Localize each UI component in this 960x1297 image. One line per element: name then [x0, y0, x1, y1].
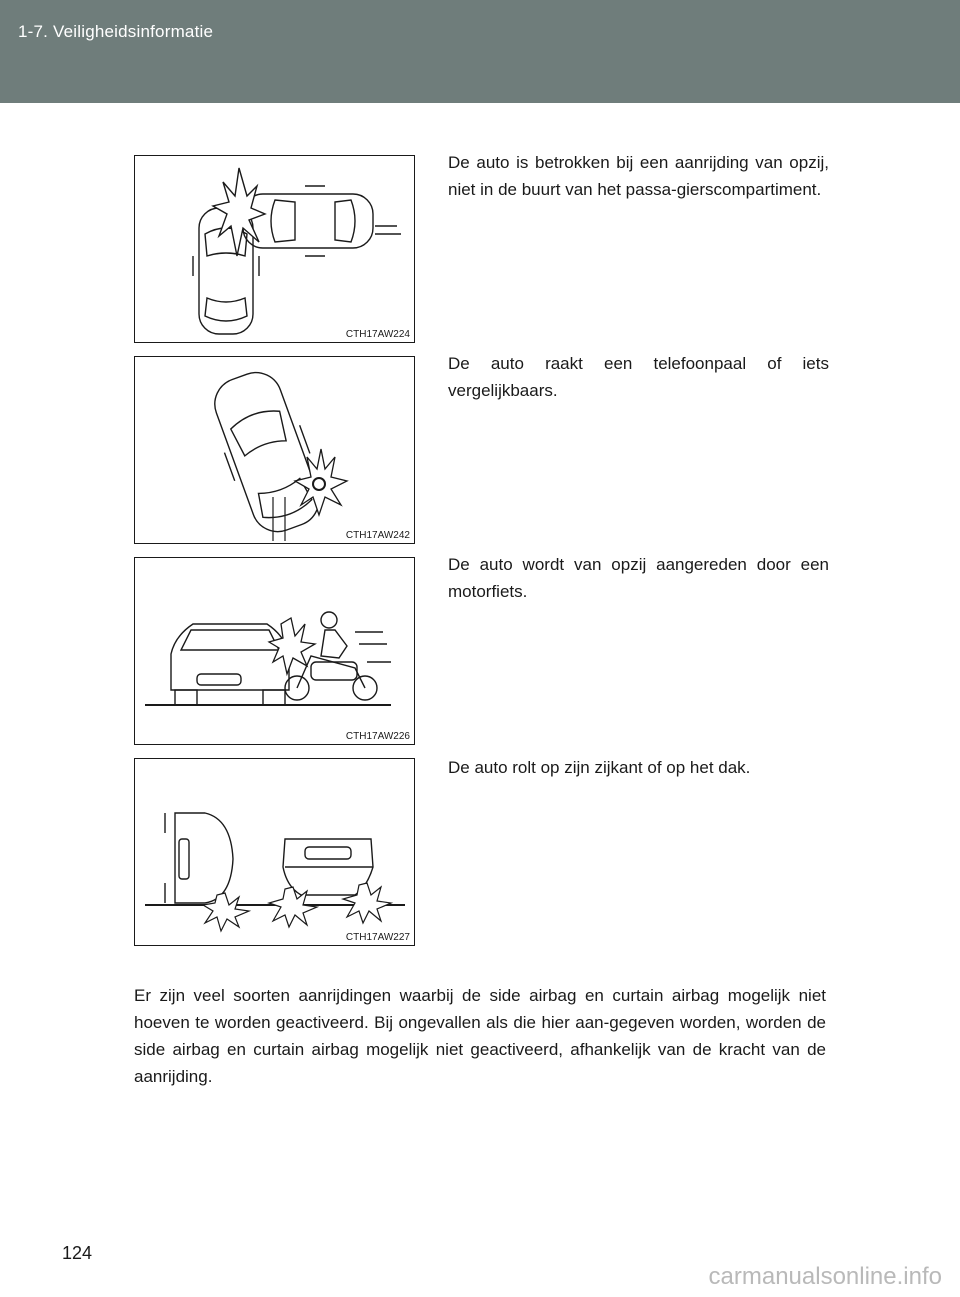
figure-side-collision — [134, 155, 415, 343]
impact-star-icon — [203, 893, 249, 931]
pole-icon — [313, 478, 325, 490]
figure-pole-impact — [134, 356, 415, 544]
body-paragraph: Er zijn veel soorten aanrijdingen waarbij de side airbag en curtain airbag mogelijk niet hoeven te worden geactiveerd. Bij ongevallen als die hier aan-gegeven worden, worden de side airbag en curtain airbag mogelijk niet geactiveerd, afhankelijk van de kracht van de aanrijding. — [134, 986, 826, 1086]
figure-rollover — [134, 758, 415, 946]
figure-description: De auto rolt op zijn zijkant of op het dak. — [448, 758, 751, 777]
impact-star-icon — [343, 883, 391, 923]
car-on-side — [175, 813, 233, 903]
page-header — [0, 0, 960, 103]
figure-description: De auto wordt van opzij aangereden door een motorfiets. — [448, 555, 829, 601]
figure-code: CTH17AW242 — [345, 530, 410, 541]
watermark: carmanualsonline.info — [708, 1263, 942, 1290]
impact-star-icon — [213, 168, 265, 256]
side-collision-illustration — [135, 156, 414, 342]
figure-code: CTH17AW227 — [345, 932, 410, 943]
figure-motorcycle-impact — [134, 557, 415, 745]
figure-code: CTH17AW226 — [345, 731, 410, 742]
horizontal-car-body — [243, 194, 373, 248]
car-body — [208, 365, 327, 539]
pole-impact-illustration — [135, 357, 414, 543]
impact-star-icon — [269, 887, 317, 927]
page-number: 124 — [62, 1243, 93, 1263]
figure-code: CTH17AW224 — [345, 329, 410, 340]
motorcycle-impact-illustration — [135, 558, 414, 744]
figure-description: De auto is betrokken bij een aanrijding van opzij, niet in de buurt van het passa-gierscompartiment. — [448, 153, 829, 199]
section-title: 1-7. Veiligheidsinformatie — [18, 22, 214, 41]
rollover-illustration — [135, 759, 414, 945]
rider-helmet — [321, 612, 337, 628]
impact-star-icon — [269, 618, 315, 674]
figure-description: De auto raakt een telefoonpaal of iets vergelijkbaars. — [448, 354, 829, 400]
